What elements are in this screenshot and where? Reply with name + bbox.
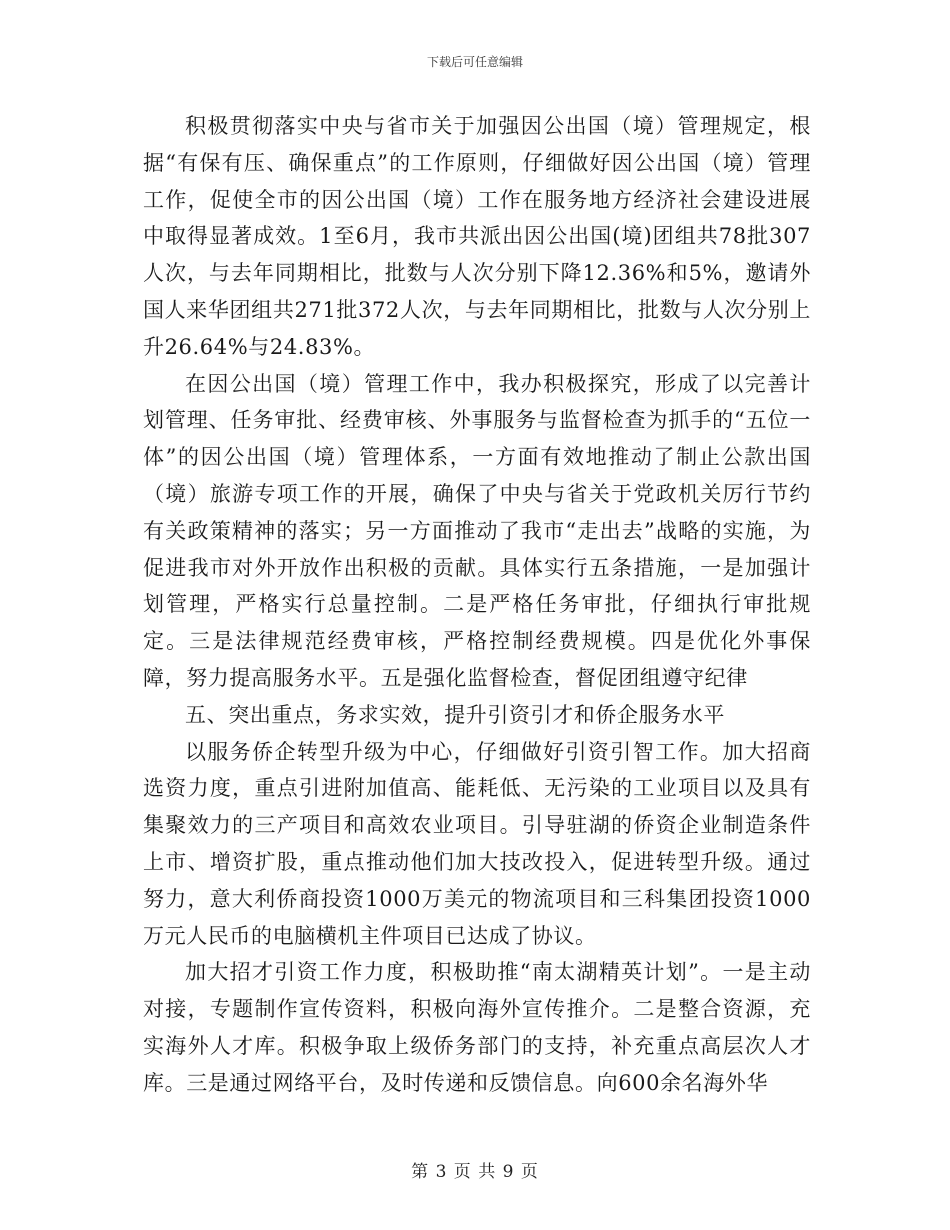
paragraph-3: 以服务侨企转型升级为中心，仔细做好引资引智工作。加大招商选资力度，重点引进附加值高、能耗低、无污染的工业项目以及具有集聚效力的三产项目和高效农业项目。引导驻湖的侨资企业制造条件上市、增资扩股，重点推动他们加大技改投入，促进转型升级。通过努力，意大利侨商投资1000万美元的物流项目和三科集团投资1000万元人民币的电脑横机主件项目已达成了协议。 xyxy=(143,739,811,948)
section-heading: 五、突出重点，务求实效，提升引资引才和侨企服务水平 xyxy=(185,702,725,727)
paragraph-4: 加大招才引资工作力度，积极助推“南太湖精英计划”。一是主动对接，专题制作宣传资料，积极向海外宣传推介。二是整合资源，充实海外人才库。积极争取上级侨务部门的支持，补充重点高层次人才库。三是通过网络平台，及时传递和反馈信息。向600余名海外华 xyxy=(143,960,811,1095)
paragraph-2: 在因公出国（境）管理工作中，我办积极探究，形成了以完善计划管理、任务审批、经费审核、外事服务与监督检查为抓手的“五位一体”的因公出国（境）管理体系，一方面有效地推动了制止公款出国（境）旅游专项工作的开展，确保了中央与省关于党政机关厉行节约有关政策精神的落实；另一方面推动了我市“走出去”战略的实施，为促进我市对外开放作出积极的贡献。具体实行五条措施，一是加强计划管理，严格实行总量控制。二是严格任务审批，仔细执行审批规定。三是法律规范经费审核，严格控制经费规模。四是优化外事保障，努力提高服务水平。五是强化监督检查，督促团组遵守纪律 xyxy=(143,371,811,690)
document-body xyxy=(143,108,811,1102)
paragraph-1: 积极贯彻落实中央与省市关于加强因公出国（境）管理规定，根据“有保有压、确保重点”的工作原则，仔细做好因公出国（境）管理工作，促使全市的因公出国（境）工作在服务地方经济社会建设进展中取得显著成效。1至6月，我市共派出因公出国(境)团组共78批307人次，与去年同期相比，批数与人次分别下降12.36%和5%，邀请外国人来华团组共271批372人次，与去年同期相比，批数与人次分别上升26.64%与24.83%。 xyxy=(143,114,811,359)
page-number-footer: 第 3 页 共 9 页 xyxy=(411,1162,539,1182)
page-header: 下载后可任意编辑 xyxy=(426,55,523,69)
